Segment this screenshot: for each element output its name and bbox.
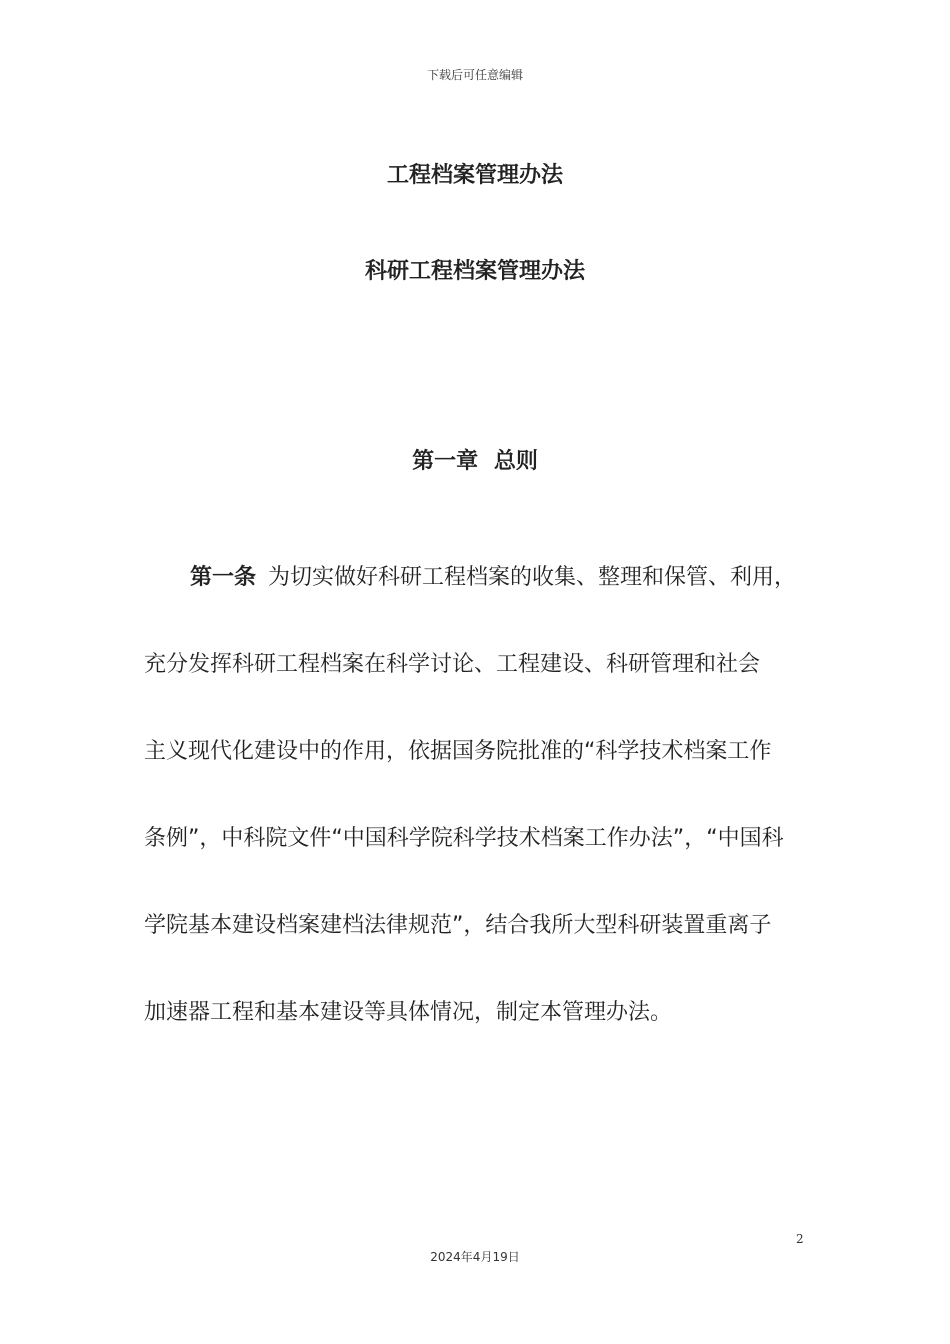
article-line (144, 534, 814, 621)
article-line: 学院基本建设档案建档法律规范”，结合我所大型科研装置重离子 (144, 913, 772, 938)
article-label: 第一条 (190, 565, 257, 590)
chapter-heading: 第一章 总则 (412, 449, 538, 474)
article-line: 条例”，中科院文件“中国科学院科学技术档案工作办法”，“中国科 (144, 826, 784, 851)
article-line-text: 为切实做好科研工程档案的收集、整理和保管、利用， (268, 565, 797, 590)
article-line: 加速器工程和基本建设等具体情况，制定本管理办法。 (144, 1000, 673, 1025)
document-title: 工程档案管理办法 (386, 163, 563, 188)
article-body (144, 534, 814, 1056)
page-number: 2 (796, 1232, 804, 1246)
document-subtitle: 科研工程档案管理办法 (364, 259, 585, 284)
article-line: 主义现代化建设中的作用，依据国务院批准的“科学技术档案工作 (144, 739, 772, 764)
article-line: 充分发挥科研工程档案在科学讨论、工程建设、科研管理和社会 (144, 652, 761, 677)
header-note: 下载后可任意编辑 (426, 68, 523, 82)
footer-date: 2024年4月19日 (430, 1250, 520, 1264)
